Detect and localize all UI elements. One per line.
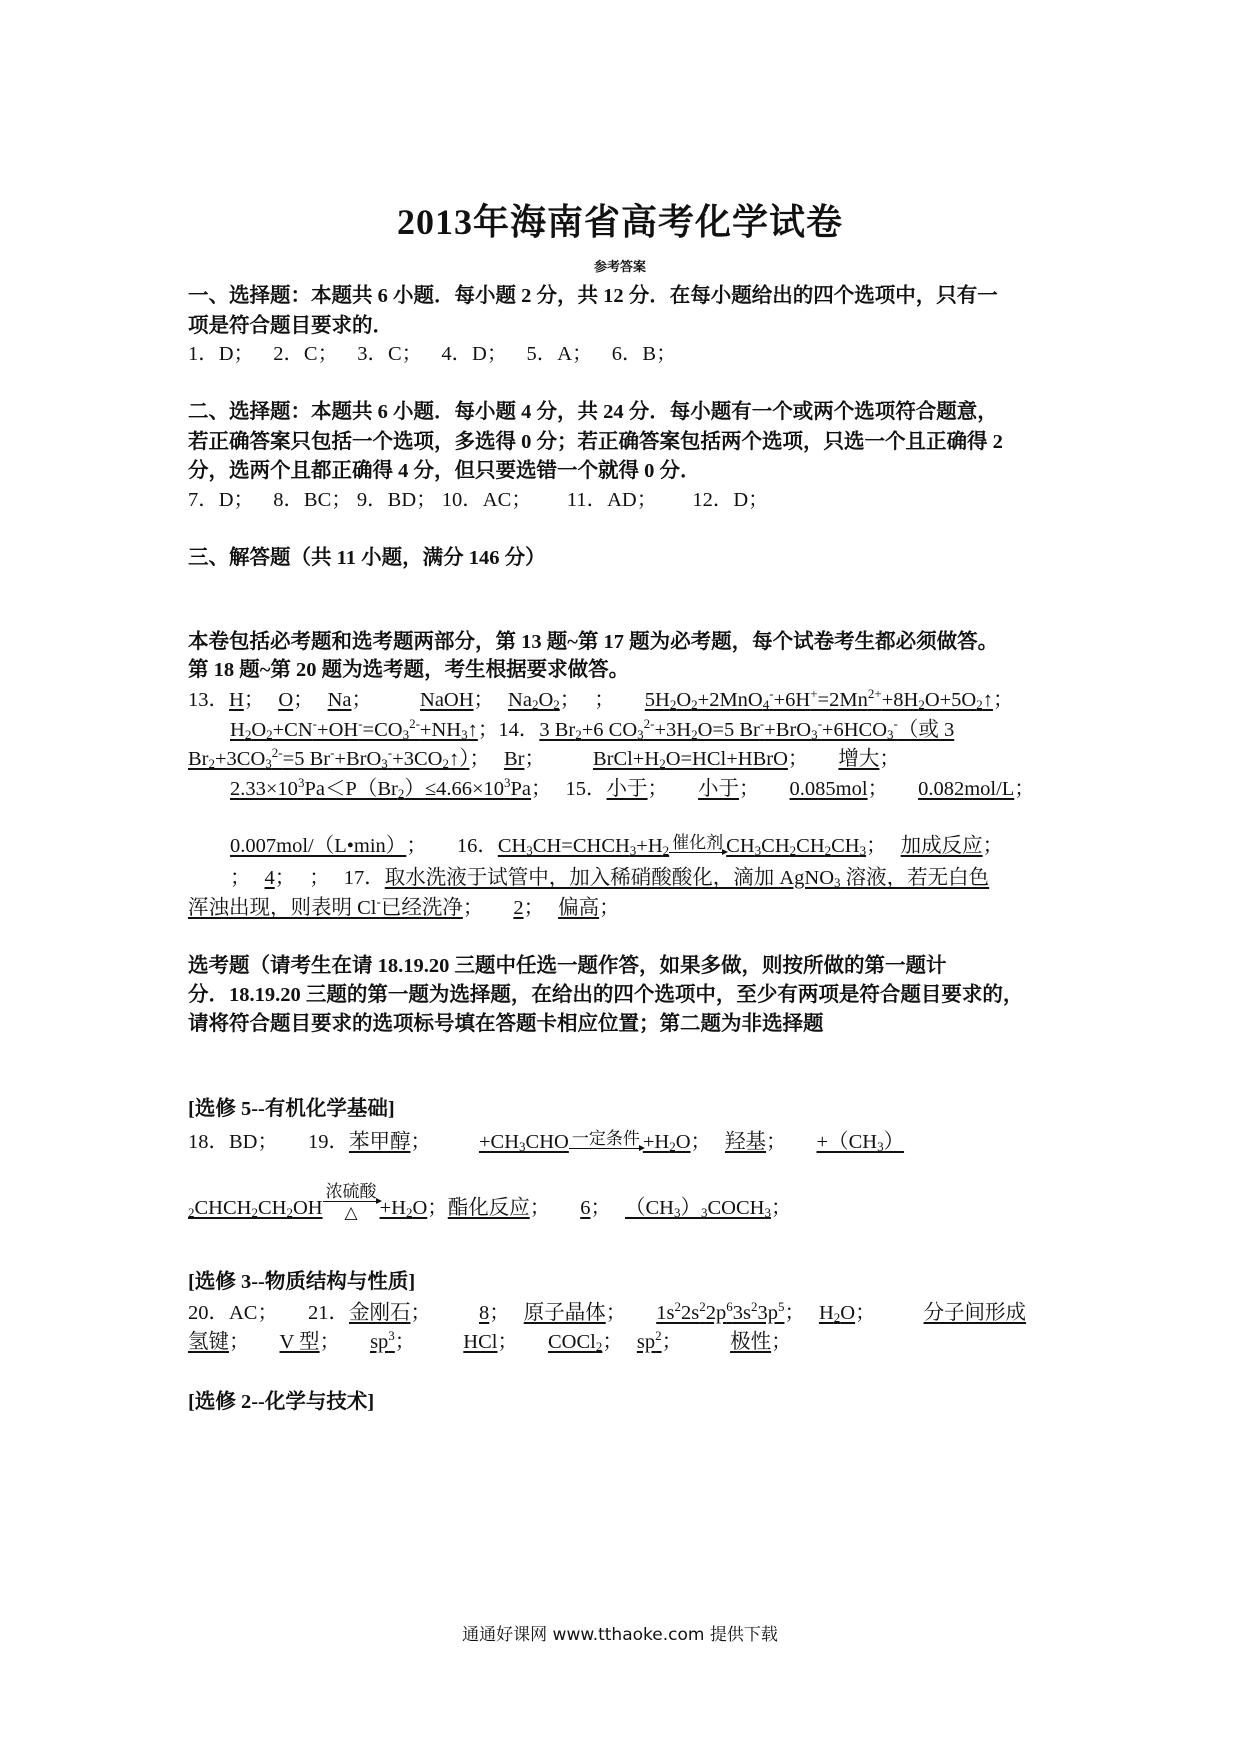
section3-intro-line1: 本卷包括必考题和选考题两部分，第 13 题~第 17 题为必考题，每个试卷考生都必须做答。 <box>188 631 999 653</box>
q15-answer3: 0.085mol <box>789 778 868 800</box>
answer-10: 10．AC； <box>441 489 532 511</box>
answer-18: 18．BD； <box>188 1131 278 1153</box>
section2-heading-line3: 分，选两个且都正确得 4 分，但只要选错一个就得 0 分． <box>188 460 701 482</box>
condition-arrow-1: 一定条件 <box>569 1130 643 1156</box>
q16-answer2: 加成反应 <box>900 835 983 857</box>
section2-heading-line2: 若正确答案只包括一个选项，多选得 0 分；若正确答案包括两个选项，只选一个且正确得 2 <box>188 431 1003 453</box>
answer-8: 8．BC； <box>273 489 352 511</box>
elective-intro-line3: 请将符合题目要求的选项标号填在答题卡相应位置；第二题为非选择题 <box>188 1013 824 1035</box>
elective-intro-line2: 分．18.19.20 三题的第一题为选择题，在给出的四个选项中，至少有两项是符合题目要求的， <box>188 984 1024 1006</box>
section3-intro-line2: 第 18 题~第 20 题为选考题，考生根据要求做答。 <box>188 659 630 681</box>
page-footer: 通通好课网 www.tthaoke.com 提供下载 <box>462 1625 778 1645</box>
condition-arrow-2: 浓硫酸 △ <box>323 1183 380 1222</box>
q13-line1: 13．H； O； Na； NaOH； $Na_2O_2$； ； $5H_2O_2+2MnO_4^-+6H^+=2Mn^{2+}+8H_2O+5O_2↑$； <box>188 686 1014 712</box>
answer-20: 20．AC； <box>188 1302 278 1324</box>
answer-6: 6．B； <box>611 343 677 365</box>
answer-5: 5．A； <box>526 343 593 365</box>
answer-4: 4．D； <box>441 343 508 365</box>
answer-11: 11．AD； <box>566 489 658 511</box>
q21-line1: 20．AC； 21．金刚石； 8； 原子晶体； $1s^22s^22p^63s^23p^5$； $H_2O$； 分子间形成 <box>188 1299 1027 1325</box>
answer-2: 2．C； <box>273 343 339 365</box>
elective5-heading: [选修 5--有机化学基础] <box>188 1098 395 1120</box>
answer-9: 9．BD； <box>356 489 437 511</box>
answer-3: 3．C； <box>357 343 423 365</box>
q19-line2: $_2CHCH_2CH_2OH$ 浓硫酸 △ $+H_2O$；酯化反应； 6； $(CH_3)_3COCH_3$； <box>188 1182 792 1222</box>
section2-answers <box>188 486 769 514</box>
answer-12: 12．D； <box>692 489 769 511</box>
q17-line1: ； 4； ； 17．取水洗液于试管中，加入稀硝酸酸化，滴加 AgNO$_3$ 溶液，若无白色 <box>230 867 990 890</box>
q14-line: $Br_2+3CO_3^{2-}=5$ $Br^-+BrO_3^-+3CO_2↑$）； Br； $BrCl+H_2O=HCl+HBrO$； 增大； <box>188 745 900 771</box>
section1-answers <box>188 340 677 368</box>
q13-line2: $H_2O_2+CN^-+OH^-=CO_3^{2-}+NH_3↑$；14．3 $Br_2+6$ $CO_3^{2-}+3H_2O=5$ $Br^-+BrO_3^-+6HCO_3^-$（或 3 <box>230 716 955 742</box>
elective3-heading: [选修 3--物质结构与性质] <box>188 1271 416 1293</box>
elective-intro-line1: 选考题（请考生在请 18.19.20 三题中任选一题作答，如果多做，则按所做的第一题计 <box>188 955 947 977</box>
q15-answer1: 小于 <box>606 778 648 800</box>
elective2-heading: [选修 2--化学与技术] <box>188 1391 375 1413</box>
q19-line1: 18．BD； 19．苯甲醇； $+CH_3CHO$ 一定条件 $+H_2O$； 羟基； $+(CH_3)$ <box>188 1129 905 1154</box>
section1-heading-line2: 项是符合题目要求的． <box>188 315 393 337</box>
page-title: 2013年海南省高考化学试卷 <box>396 202 843 242</box>
catalyst-arrow: 催化剂 <box>669 834 726 860</box>
q17-line2: 浑浊出现，则表明 Cl-已经洗净； 2； 偏高； <box>188 894 620 919</box>
q16-line: 0.007mol/（L•min）； 16．$CH_3CH=CHCH_3+H_2$ 催化剂 $CH_3CH_2CH_2CH_3$； 加成反应； <box>230 833 1004 858</box>
page-subtitle: 参考答案 <box>593 259 646 274</box>
answer-7: 7．D； <box>188 489 255 511</box>
section1-heading-line1: 一、选择题：本题共 6 小题．每小题 2 分，共 12 分．在每小题给出的四个选项中，只有一 <box>188 285 998 307</box>
section2-heading-line1: 二、选择题：本题共 6 小题．每小题 4 分，共 24 分．每小题有一个或两个选项符合题意， <box>188 401 998 423</box>
section3-heading: 三、解答题（共 11 小题，满分 146 分） <box>188 547 546 569</box>
q15-line: $2.33\times 10^3Pa<P(Br_2)\le 4.66\times 10^3Pa$； 15．小于； 小于； 0.085mol； 0.082mol/L； <box>230 775 1035 801</box>
q15-answer4: 0.082mol/L <box>918 778 1015 800</box>
q15-answer2: 小于 <box>698 778 740 800</box>
q21-line2: 氢键； V 型； $sp^3$； HCl； COCl$_2$； $sp^2$； 极性； <box>188 1328 792 1354</box>
answer-1: 1．D； <box>188 343 255 365</box>
